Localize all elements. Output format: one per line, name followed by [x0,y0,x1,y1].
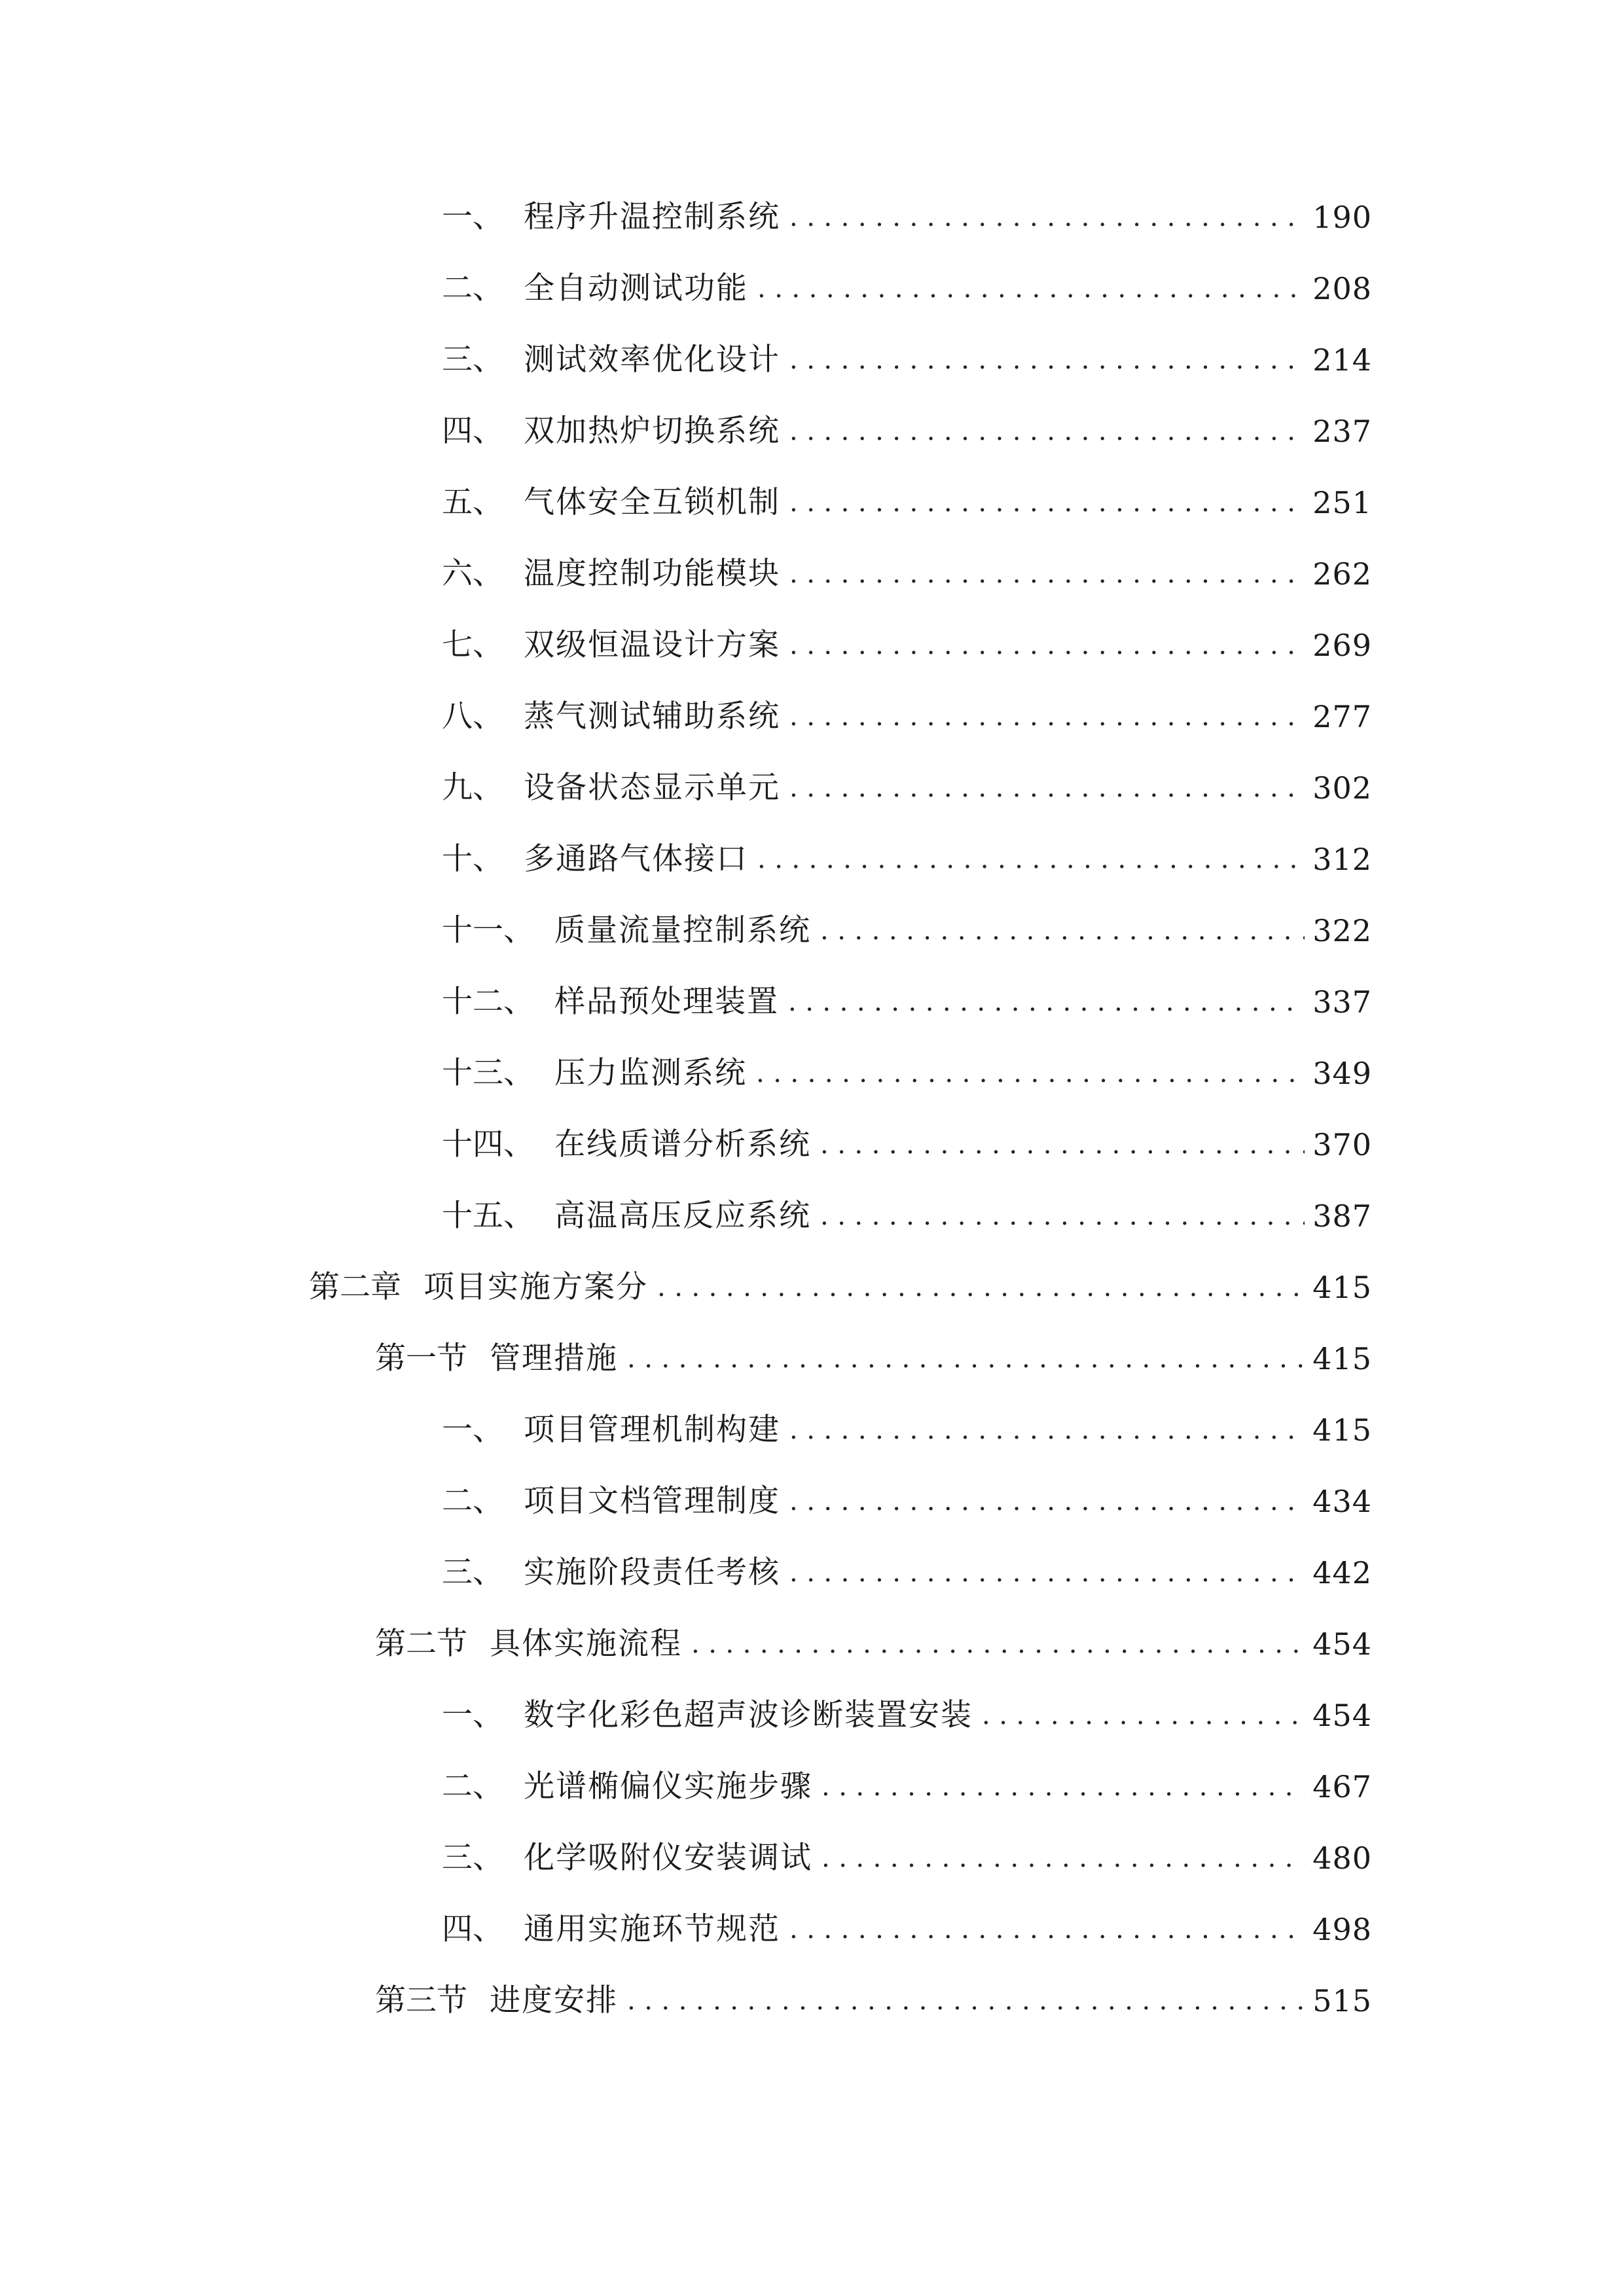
toc-entry-title: 程序升温控制系统 [524,199,780,235]
toc-entry[interactable] [442,833,1372,886]
toc-entry[interactable] [442,1761,1372,1813]
toc-section-entry[interactable] [375,1975,1372,2027]
toc-entry-page: 480 [1312,1840,1372,1876]
toc-entry[interactable] [442,191,1372,243]
dot-leader [820,1119,1305,1171]
toc-entry-title: 进度安排 [490,1982,618,2018]
toc-entry-title: 数字化彩色超声波诊断装置安装 [524,1697,973,1733]
toc-entry-number: 第一节 [375,1340,467,1376]
dot-leader [821,1761,1305,1813]
dot-leader [691,1618,1305,1670]
toc-chapter-entry[interactable] [309,1261,1372,1314]
toc-entry-number: 八、 [442,698,503,734]
toc-entry-page: 434 [1312,1484,1372,1519]
toc-entry-page: 251 [1312,485,1372,520]
dot-leader [789,476,1305,529]
toc-entry-title: 设备状态显示单元 [524,770,780,806]
toc-entry-number: 第二章 [309,1269,401,1305]
toc-entry-title: 多通路气体接口 [524,841,748,877]
dot-leader [627,1333,1305,1385]
toc-entry[interactable] [442,1689,1372,1742]
toc-entry-title: 在线质谱分析系统 [554,1126,811,1162]
dot-leader [789,1547,1305,1599]
toc-entry[interactable] [442,976,1372,1028]
toc-entry-title: 光谱椭偏仪实施步骤 [524,1768,812,1804]
toc-entry-title: 全自动测试功能 [524,270,748,306]
toc-entry-number: 十二、 [442,984,534,1020]
toc-entry[interactable] [442,1190,1372,1242]
dot-leader [820,905,1305,957]
toc-entry-page: 442 [1312,1555,1372,1590]
toc-entry-title: 化学吸附仪安装调试 [524,1840,812,1876]
dot-leader [788,976,1305,1028]
toc-entry-number: 十、 [442,841,503,877]
toc-entry[interactable] [442,262,1372,315]
toc-entry-title: 测试效率优化设计 [524,342,780,378]
toc-entry-page: 454 [1312,1698,1372,1733]
toc-entry-title: 样品预处理装置 [554,984,779,1020]
toc-entry-title: 气体安全互锁机制 [524,484,780,520]
toc-entry-number: 三、 [442,1840,503,1876]
toc-entry-number: 六、 [442,556,503,592]
toc-entry-page: 515 [1312,1983,1372,2018]
toc-entry-title: 压力监测系统 [554,1055,747,1091]
toc-entry[interactable] [442,691,1372,743]
toc-entry-page: 190 [1312,200,1372,235]
toc-entry-page: 498 [1312,1912,1372,1947]
toc-entry-number: 二、 [442,270,503,306]
toc-entry-number: 九、 [442,770,503,806]
toc-entry-page: 370 [1312,1127,1372,1162]
toc-entry-title: 双级恒温设计方案 [524,627,780,663]
toc-entry-page: 415 [1312,1270,1372,1305]
toc-entry-number: 五、 [442,484,503,520]
toc-entry-title: 项目实施方案分 [424,1269,648,1305]
toc-entry-page: 269 [1312,628,1372,663]
toc-entry-page: 322 [1312,913,1372,948]
toc-entry-title: 蒸气测试辅助系统 [524,698,780,734]
toc-entry-page: 277 [1312,699,1372,734]
toc-entry[interactable] [442,1119,1372,1171]
dot-leader [789,619,1305,672]
toc-entry[interactable] [442,1404,1372,1456]
toc-entry[interactable] [442,1832,1372,1884]
toc-entry-title: 质量流量控制系统 [554,912,811,948]
toc-entry-number: 三、 [442,342,503,378]
toc-entry-page: 454 [1312,1626,1372,1662]
toc-entry-number: 二、 [442,1768,503,1804]
toc-entry-number: 一、 [442,1697,503,1733]
dot-leader [789,405,1305,457]
toc-section-entry[interactable] [375,1618,1372,1670]
toc-entry-page: 415 [1312,1341,1372,1376]
toc-entry-title: 实施阶段责任考核 [524,1554,780,1590]
toc-entry-title: 高温高压反应系统 [554,1198,811,1234]
dot-leader [789,1475,1305,1528]
dot-leader [821,1832,1305,1884]
toc-entry-page: 208 [1312,271,1372,306]
toc-entry-number: 三、 [442,1554,503,1590]
toc-entry-number: 一、 [442,199,503,235]
toc-entry-title: 通用实施环节规范 [524,1911,780,1947]
toc-entry-number: 十四、 [442,1126,534,1162]
dot-leader [982,1689,1305,1742]
toc-entry-number: 十一、 [442,912,534,948]
dot-leader [657,1261,1305,1314]
dot-leader [789,762,1305,814]
toc-entry-page: 387 [1312,1198,1372,1234]
dot-leader [820,1190,1305,1242]
dot-leader [789,191,1305,243]
toc-entry-number: 四、 [442,413,503,449]
toc-entry-title: 双加热炉切换系统 [524,413,780,449]
toc-section-entry[interactable] [375,1333,1372,1385]
toc-entry-page: 337 [1312,984,1372,1020]
toc-entry-number: 四、 [442,1911,503,1947]
toc-entry-number: 二、 [442,1483,503,1519]
toc-entry-page: 214 [1312,342,1372,378]
toc-entry-title: 管理措施 [490,1340,618,1376]
toc-entry-page: 415 [1312,1412,1372,1448]
toc-entry[interactable] [442,476,1372,529]
dot-leader [627,1975,1305,2027]
dot-leader [756,1047,1305,1100]
toc-entry-title: 具体实施流程 [490,1626,682,1662]
toc-entry-page: 349 [1312,1056,1372,1091]
toc-entry[interactable] [442,548,1372,600]
dot-leader [789,334,1305,386]
toc-entry-number: 第三节 [375,1982,467,2018]
toc-entry-page: 467 [1312,1769,1372,1804]
toc-entry[interactable] [442,905,1372,957]
toc-entry[interactable] [442,619,1372,672]
dot-leader [757,262,1305,315]
toc-entry[interactable] [442,1903,1372,1956]
toc-entry[interactable] [442,1547,1372,1599]
dot-leader [789,691,1305,743]
dot-leader [789,548,1305,600]
toc-entry[interactable] [442,1475,1372,1528]
toc-entry-number: 第二节 [375,1626,467,1662]
toc-entry-number: 七、 [442,627,503,663]
toc-entry-number: 十三、 [442,1055,534,1091]
toc-entry-title: 温度控制功能模块 [524,556,780,592]
toc-entry[interactable] [442,334,1372,386]
toc-entry[interactable] [442,1047,1372,1100]
dot-leader [757,833,1305,886]
toc-entry[interactable] [442,405,1372,457]
dot-leader [789,1404,1305,1456]
toc-entry-title: 项目文档管理制度 [524,1483,780,1519]
toc-entry-page: 262 [1312,556,1372,592]
toc-entry-page: 312 [1312,842,1372,877]
toc-entry-number: 十五、 [442,1198,534,1234]
toc-entry[interactable] [442,762,1372,814]
toc-entry-page: 237 [1312,414,1372,449]
toc-entry-title: 项目管理机制构建 [524,1412,780,1448]
dot-leader [789,1903,1305,1956]
toc-entry-page: 302 [1312,770,1372,806]
toc-entry-number: 一、 [442,1412,503,1448]
